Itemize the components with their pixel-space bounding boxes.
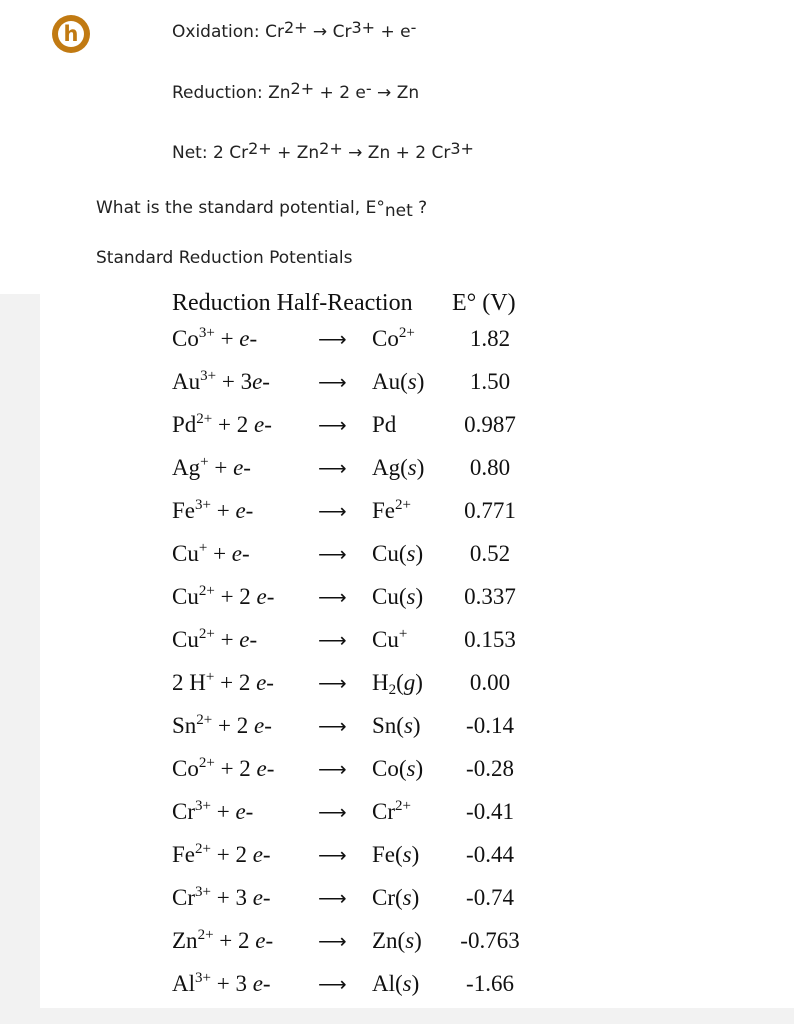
reduction-text: $Zn^{2+} + 2$ e- → Zn: [268, 79, 420, 103]
arrow-icon: ⟶: [318, 845, 347, 867]
table-row: [40, 885, 600, 925]
row-reactant: $Co^{2+} + 2$ e-: [172, 755, 275, 781]
arrow-icon: ⟶: [318, 372, 347, 394]
table-row: [40, 627, 600, 667]
row-product: $Cr^{2+}$: [372, 798, 411, 824]
arrow-icon: ⟶: [318, 501, 347, 523]
arrow-icon: ⟶: [318, 716, 347, 738]
row-potential: 1.82: [469, 326, 511, 351]
row-potential: -0.14: [466, 713, 514, 738]
row-product: Cu+: [372, 626, 408, 652]
row-potential: 0.337: [464, 584, 516, 609]
table-row: [40, 928, 600, 968]
question-prompt: What is the standard potential, $E^\circ_{net}$ ?: [96, 198, 428, 221]
arrow-icon: ⟶: [318, 544, 347, 566]
row-product: Fe(s): [372, 842, 420, 867]
table-row: [40, 326, 600, 366]
row-product: Cu(s): [372, 584, 424, 609]
row-reactant: $Al^{3+} + 3$ e-: [172, 970, 271, 996]
table-title: Standard Reduction Potentials: [96, 248, 353, 268]
table-row: [40, 455, 600, 495]
row-potential: 0.153: [464, 627, 516, 652]
row-potential: 0.00: [469, 670, 511, 695]
header-potential: E° (V): [452, 290, 516, 316]
row-reactant: $Cr^{3+} + 3$ e-: [172, 884, 271, 910]
table-row: [40, 756, 600, 796]
row-reactant: $Fe^{2+} + 2$ e-: [172, 841, 271, 867]
row-potential: 0.987: [464, 412, 516, 437]
arrow-icon: ⟶: [318, 329, 347, 351]
row-potential: -0.763: [460, 928, 520, 953]
net-label: Net:: [172, 143, 208, 163]
row-potential: 0.771: [464, 498, 516, 523]
oxidation-text: $Cr^{2+} \to Cr^{3+} + e^-$: [265, 18, 417, 42]
row-reactant: $Zn^{2+} + 2$ e-: [172, 927, 274, 953]
row-reactant: $Sn^{2+} + 2$ e-: [172, 712, 272, 738]
row-reactant: $Fe^{3+} + e-$: [172, 497, 254, 523]
net-equation: [172, 139, 474, 163]
row-reactant: 2 H+ + 2 e-: [172, 669, 274, 695]
arrow-icon: ⟶: [318, 630, 347, 652]
table-row: [40, 799, 600, 839]
brand-logo-letter: h: [58, 21, 84, 47]
row-product: Sn(s): [372, 713, 421, 738]
row-reactant: $Cu^{2+} + 2$ e-: [172, 583, 275, 609]
arrow-icon: ⟶: [318, 587, 347, 609]
row-product: Cu(s): [372, 541, 424, 566]
row-potential: -0.44: [466, 842, 514, 867]
row-potential: -0.41: [466, 799, 514, 824]
table-row: [40, 713, 600, 753]
arrow-icon: ⟶: [318, 802, 347, 824]
arrow-icon: ⟶: [318, 415, 347, 437]
row-product: Al(s): [372, 971, 420, 996]
brand-logo-icon: [52, 15, 90, 53]
table-row: [40, 971, 600, 1011]
row-reactant: $Cr^{3+} + e-$: [172, 798, 254, 824]
arrow-icon: ⟶: [318, 974, 347, 996]
row-product: $Fe^{2+}$: [372, 497, 411, 523]
row-potential: 0.80: [469, 455, 511, 480]
header-reaction: Reduction Half-Reaction: [172, 290, 413, 316]
arrow-icon: ⟶: [318, 931, 347, 953]
row-reactant: $Pd^{2+} + 2$ e-: [172, 411, 272, 437]
table-row: [40, 412, 600, 452]
table-row: [40, 670, 600, 710]
oxidation-label: Oxidation:: [172, 22, 260, 42]
table-row: [40, 369, 600, 409]
row-reactant: $Au^{3+} + 3e-$: [172, 368, 270, 394]
row-reactant: $Cu^{2+} + e-$: [172, 626, 258, 652]
row-product: Pd: [372, 412, 397, 437]
row-reactant: $Co^{3+} + e-$: [172, 325, 258, 351]
table-row: [40, 584, 600, 624]
row-reactant: Ag+ + e-: [172, 454, 251, 480]
reduction-label: Reduction:: [172, 83, 263, 103]
row-product: Au(s): [372, 369, 425, 394]
arrow-icon: ⟶: [318, 458, 347, 480]
question-text: [96, 198, 428, 221]
left-gutter: [0, 294, 40, 1020]
row-product: $Co^{2+}$: [372, 325, 415, 351]
row-potential: 1.50: [469, 369, 511, 394]
row-product: Co(s): [372, 756, 424, 781]
arrow-icon: ⟶: [318, 759, 347, 781]
table-row: [40, 541, 600, 581]
row-potential: -0.28: [466, 756, 514, 781]
table-row: [40, 842, 600, 882]
row-potential: 0.52: [469, 541, 511, 566]
arrow-icon: ⟶: [318, 888, 347, 910]
row-product: Ag(s): [372, 455, 425, 480]
row-product: Zn(s): [372, 928, 422, 953]
row-potential: -0.74: [466, 885, 514, 910]
net-text: 2 $Cr^{2+} + Zn^{2+} \to Zn + 2$ $Cr^{3+}$: [212, 139, 474, 163]
row-product: Cr(s): [372, 885, 420, 910]
arrow-icon: ⟶: [318, 673, 347, 695]
row-product: $H_2(g)$: [372, 670, 423, 698]
row-potential: -1.66: [466, 971, 514, 996]
oxidation-equation: [172, 18, 417, 42]
reduction-equation: [172, 79, 420, 103]
row-reactant: Cu+ + e-: [172, 540, 250, 566]
table-row: [40, 498, 600, 538]
